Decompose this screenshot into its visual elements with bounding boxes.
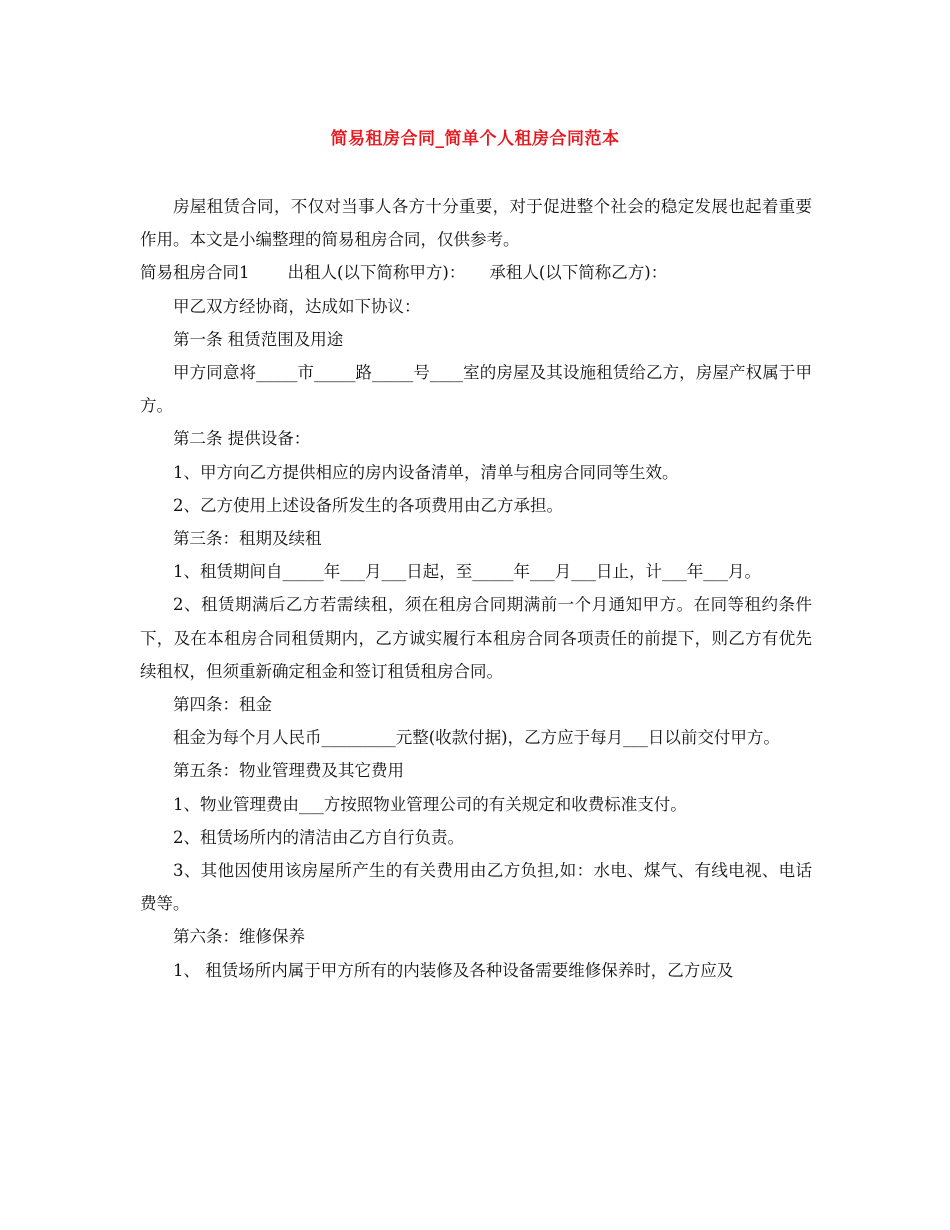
clause-heading: 第六条：维修保养 (173, 927, 305, 947)
clause-heading: 第一条 租赁范围及用途 (173, 329, 344, 349)
contract-heading: 简易租房合同1 (140, 263, 250, 283)
parties-line (140, 256, 812, 289)
intro-paragraph: 房屋租赁合同，不仅对当事人各方十分重要，对于促进整个社会的稳定发展也起着重要作用。本文是小编整理的简易租房合同，仅供参考。 (140, 197, 812, 250)
document-body (140, 190, 812, 987)
clause-text: 1、甲方向乙方提供相应的房内设备清单，清单与租房合同同等生效。 (173, 462, 679, 482)
clause-text: 3、其他因使用该房屋所产生的有关费用由乙方负担,如：水电、煤气、有线电视、电话费等。 (140, 861, 812, 914)
clause-heading: 第二条 提供设备： (173, 429, 311, 449)
lessee-label: 承租人(以下简称乙方)： (489, 263, 668, 283)
agreement-line: 甲乙双方经协商，达成如下协议： (173, 296, 421, 316)
clause-text: 1、物业管理费由___方按照物业管理公司的有关规定和收费标准支付。 (173, 794, 687, 814)
document-title: 简易租房合同_简单个人租房合同范本 (330, 129, 620, 149)
clause-text: 甲方同意将_____市_____路_____号____室的房屋及其设施租赁给乙方，房屋产权属于甲方。 (140, 363, 812, 416)
clause-text: 1、租赁期间自_____年___月___日起，至_____年___月___日止，计___年___月。 (173, 562, 761, 582)
clause-heading: 第四条：租金 (173, 695, 272, 715)
clause-text: 租金为每个月人民币_________元整(收款付据)，乙方应于每月___日以前交付甲方。 (173, 728, 780, 748)
clause-text: 2、租赁期满后乙方若需续租，须在租房合同期满前一个月通知甲方。在同等租约条件下，及在本租房合同租赁期内，乙方诚实履行本租房合同各项责任的前提下，则乙方有优先续租权，但须重新确定租金和签订租赁租房合同。 (140, 595, 812, 681)
clause-text: 2、乙方使用上述设备所发生的各项费用由乙方承担。 (173, 495, 563, 515)
clause-text: 1、 租赁场所内属于甲方所有的内装修及各种设备需要维修保养时，乙方应及 (173, 960, 734, 980)
clause-heading: 第五条：物业管理费及其它费用 (173, 761, 404, 781)
lessor-label: 出租人(以下简称甲方)： (287, 263, 466, 283)
clause-text: 2、租赁场所内的清洁由乙方自行负责。 (173, 827, 464, 847)
clause-heading: 第三条：租期及续租 (173, 529, 322, 549)
